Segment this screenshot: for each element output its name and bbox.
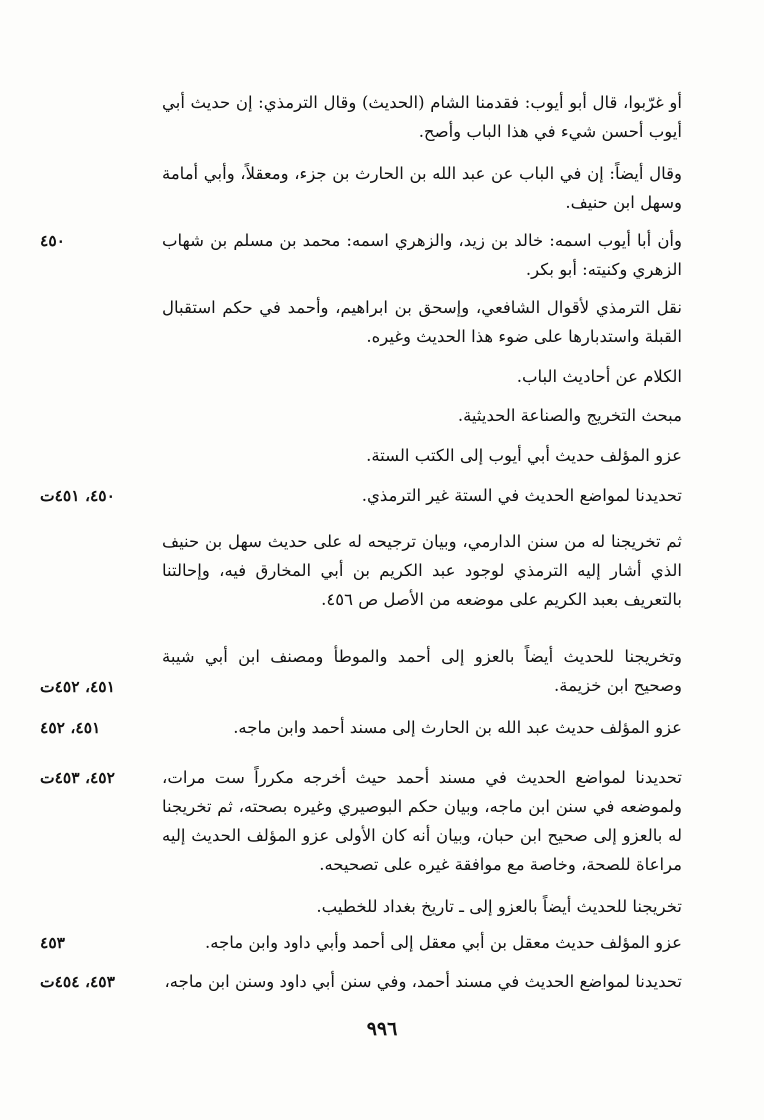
- entry-text: عزو المؤلف حديث معقل بن أبي معقل إلى أحمد وأبي داود وابن ماجه.: [204, 933, 682, 952]
- entry-text: الكلام عن أحاديث الباب.: [516, 367, 682, 386]
- entry-text: ثم تخريجنا له من سنن الدارمي، وبيان ترجيحه له على حديث سهل بن حنيف الذي أشار إليه الترمذي لوجود عبد الكريم بن أبي المخارق فيه، وإحالتنا بالتعريف بعبد الكريم على موضعه من الأصل ص ٤٥٦.: [162, 532, 682, 609]
- page-ref: ٤٥٠، ٤٥١ت: [40, 486, 115, 505]
- page-ref: ٤٥٣: [40, 933, 65, 952]
- entry-text: وقال أيضاً: إن في الباب عن عبد الله بن الحارث بن جزء، ومعقلاً، وأبي أمامة وسهل ابن حنيف.: [162, 164, 682, 212]
- entry-text: عزو المؤلف حديث أبي أيوب إلى الكتب الستة.: [366, 446, 682, 465]
- entry-text: تحديدنا لمواضع الحديث في الستة غير الترمذي.: [361, 486, 682, 505]
- entry-text: وأن أبا أيوب اسمه: خالد بن زيد، والزهري اسمه: محمد بن مسلم بن شهاب الزهري وكنيته: أبو بكر.: [162, 231, 682, 279]
- entry-text: أو غرّبوا، قال أبو أيوب: فقدمنا الشام (الحديث) وقال الترمذي: إن حديث أبي أيوب أحسن شيء في هذا الباب وأصح.: [162, 93, 682, 141]
- entry-text: مبحث التخريج والصناعة الحديثية.: [457, 406, 682, 425]
- entry-text: تخريجنا للحديث أيضاً بالعزو إلى ـ تاريخ بغداد للخطيب.: [316, 897, 682, 916]
- page-ref: ٤٥٠: [40, 231, 65, 250]
- entry-text: وتخريجنا للحديث أيضاً بالعزو إلى أحمد والموطأ ومصنف ابن أبي شيبة وصحيح ابن خزيمة.: [162, 647, 682, 695]
- page-ref: ٤٥١، ٤٥٢: [40, 718, 101, 737]
- entry-text: تحديدنا لمواضع الحديث في مسند أحمد، وفي سنن أبي داود وسنن ابن ماجه،: [164, 972, 682, 991]
- page-number: ٩٩٦: [366, 1018, 398, 1040]
- entry-text: تحديدنا لمواضع الحديث في مسند أحمد حيث أخرجه مكرراً ست مرات، ولموضعه في سنن ابن ماجه، وبيان حكم البوصيري وغيره بصحته، ثم تخريجنا له بالعزو إلى صحيح ابن حبان، وبيان أنه كان الأولى عزو المؤلف الحديث إليه مراعاة للصحة، وخاصة مع موافقة غيره على تصحيحه.: [162, 768, 682, 874]
- page-ref: ٤٥١، ٤٥٢ت: [40, 677, 115, 696]
- page-ref: ٤٥٣، ٤٥٤ت: [40, 972, 115, 991]
- entry-text: نقل الترمذي لأقوال الشافعي، وإسحق بن ابراهيم، وأحمد في حكم استقبال القبلة واستدبارها على ضوء هذا الحديث وغيره.: [162, 298, 682, 346]
- page-ref: ٤٥٢، ٤٥٣ت: [40, 768, 115, 787]
- entry-text: عزو المؤلف حديث عبد الله بن الحارث إلى مسند أحمد وابن ماجه.: [233, 718, 682, 737]
